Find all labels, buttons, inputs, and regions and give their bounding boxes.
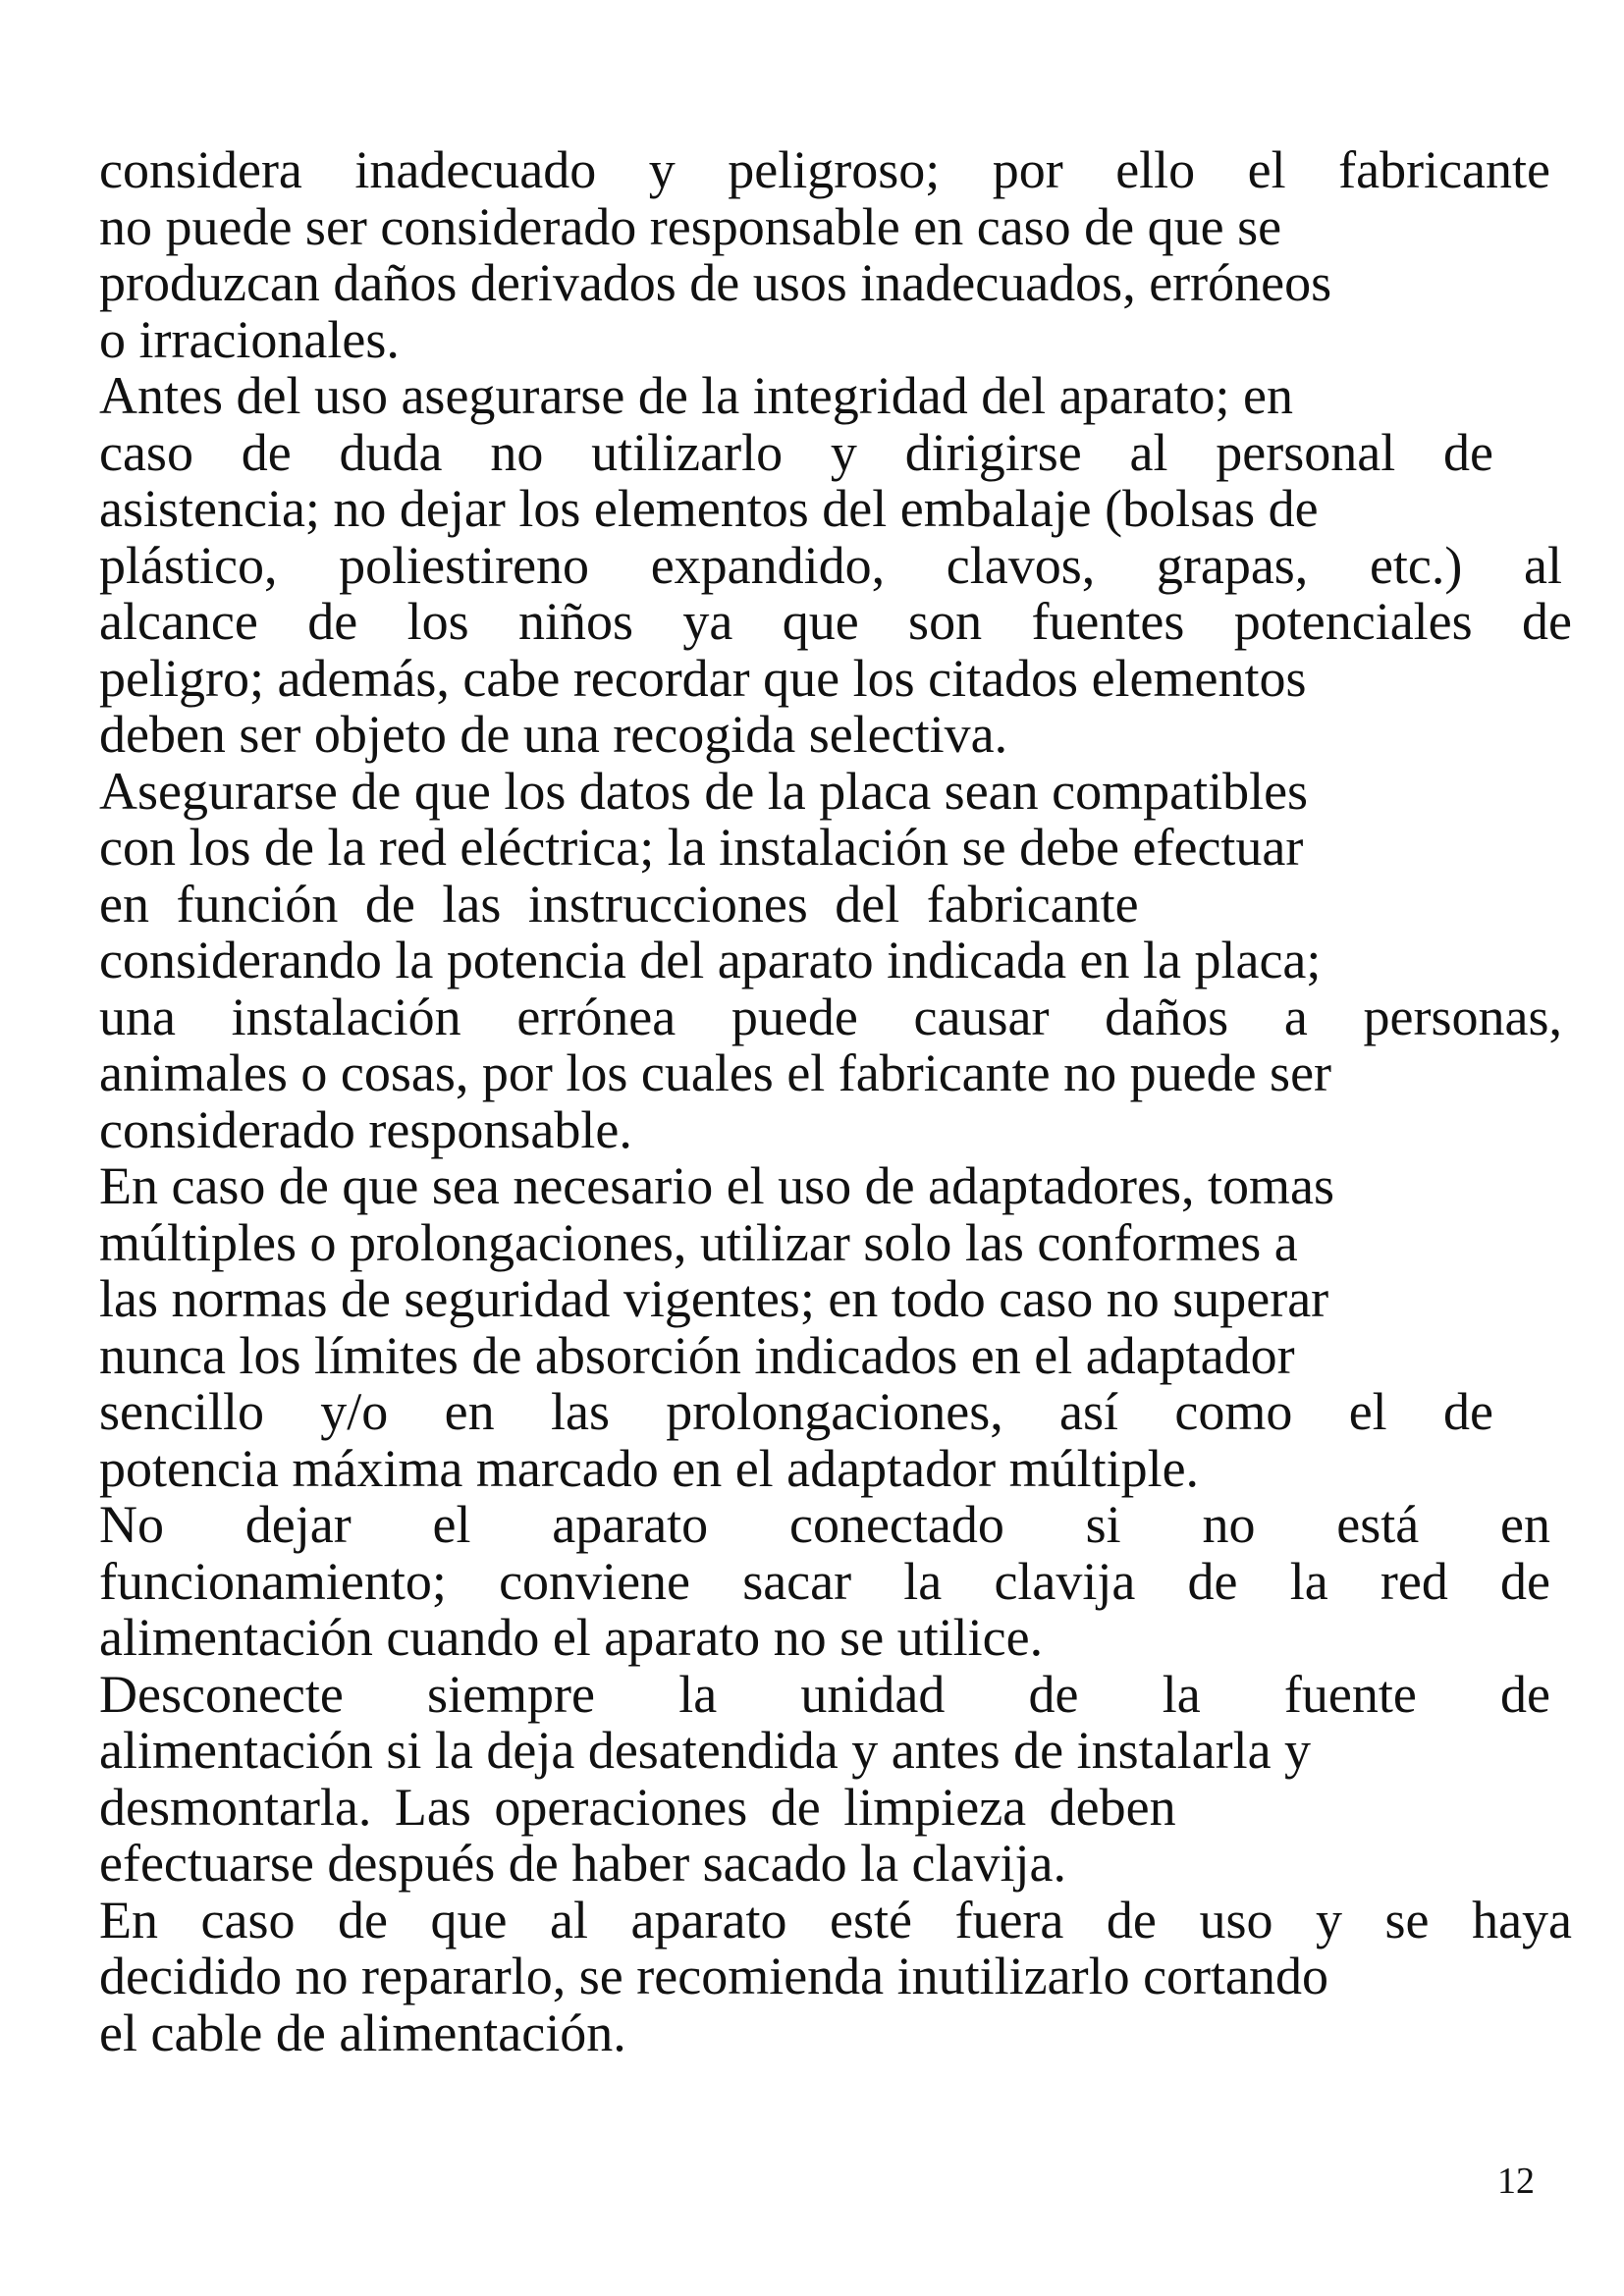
text-line: Asegurarse de que los datos de la placa sean compatibles [99, 761, 1309, 821]
text-line: las normas de seguridad vigentes; en todo caso no superar [99, 1269, 1329, 1328]
text-line: considerado responsable. [99, 1099, 632, 1159]
text-line: alimentación si la deja desatendida y antes de instalarla y [99, 1721, 1312, 1780]
text-line: plástico, poliestireno expandido, clavos, grapas, etc.) al [99, 535, 1562, 595]
text-line: animales o cosas, por los cuales el fabricante no puede ser [99, 1043, 1332, 1102]
text-line: una instalación errónea puede causar daños a personas, [99, 987, 1562, 1046]
text-line: sencillo y/o en las prolongaciones, así como el de [99, 1382, 1493, 1441]
text-line: asistencia; no dejar los elementos del embalaje (bolsas de [99, 479, 1319, 538]
text-line: considerando la potencia del aparato indicada en la placa; [99, 931, 1322, 989]
text-line: o irracionales. [99, 309, 400, 369]
text-line: no puede ser considerado responsable en caso de que se [99, 196, 1282, 256]
text-line: Desconecte siempre la unidad de la fuente de [99, 1664, 1550, 1724]
text-line: alimentación cuando el aparato no se utilice. [99, 1608, 1044, 1667]
text-line: efectuarse después de haber sacado la clavija. [99, 1834, 1066, 1893]
text-line: alcance de los niños ya que son fuentes potenciales de [99, 592, 1572, 651]
text-line: No dejar el aparato conectado si no está en [99, 1495, 1550, 1554]
safety-instructions-text [99, 140, 1572, 2062]
text-line: el cable de alimentación. [99, 2002, 626, 2062]
text-line: desmontarla. Las operaciones de limpieza deben [99, 1777, 1176, 1837]
text-line: deben ser objeto de una recogida selectiva. [99, 705, 1008, 764]
text-line: En caso de que sea necesario el uso de adaptadores, tomas [99, 1156, 1335, 1215]
text-line: peligro; además, cabe recordar que los citados elementos [99, 648, 1307, 708]
text-line: produzcan daños derivados de usos inadecuados, erróneos [99, 253, 1332, 312]
text-line: funcionamiento; conviene sacar la clavija de la red de [99, 1551, 1550, 1611]
text-line: considera inadecuado y peligroso; por ello el fabricante [99, 140, 1550, 199]
text-line: Antes del uso asegurarse de la integridad del aparato; en [99, 366, 1294, 425]
text-line: potencia máxima marcado en el adaptador múltiple. [99, 1438, 1200, 1498]
text-line: En caso de que al aparato esté fuera de uso y se haya [99, 1890, 1572, 1949]
text-line: múltiples o prolongaciones, utilizar solo las conformes a [99, 1212, 1298, 1272]
page-number: 12 [1497, 2161, 1535, 2202]
text-line: con los de la red eléctrica; la instalación se debe efectuar [99, 818, 1304, 877]
text-line: nunca los límites de absorción indicados en el adaptador [99, 1325, 1295, 1385]
text-line: caso de duda no utilizarlo y dirigirse al personal de [99, 422, 1493, 482]
text-line: decidido no repararlo, se recomienda inutilizarlo cortando [99, 1947, 1328, 2005]
text-line: en función de las instrucciones del fabricante [99, 874, 1139, 934]
